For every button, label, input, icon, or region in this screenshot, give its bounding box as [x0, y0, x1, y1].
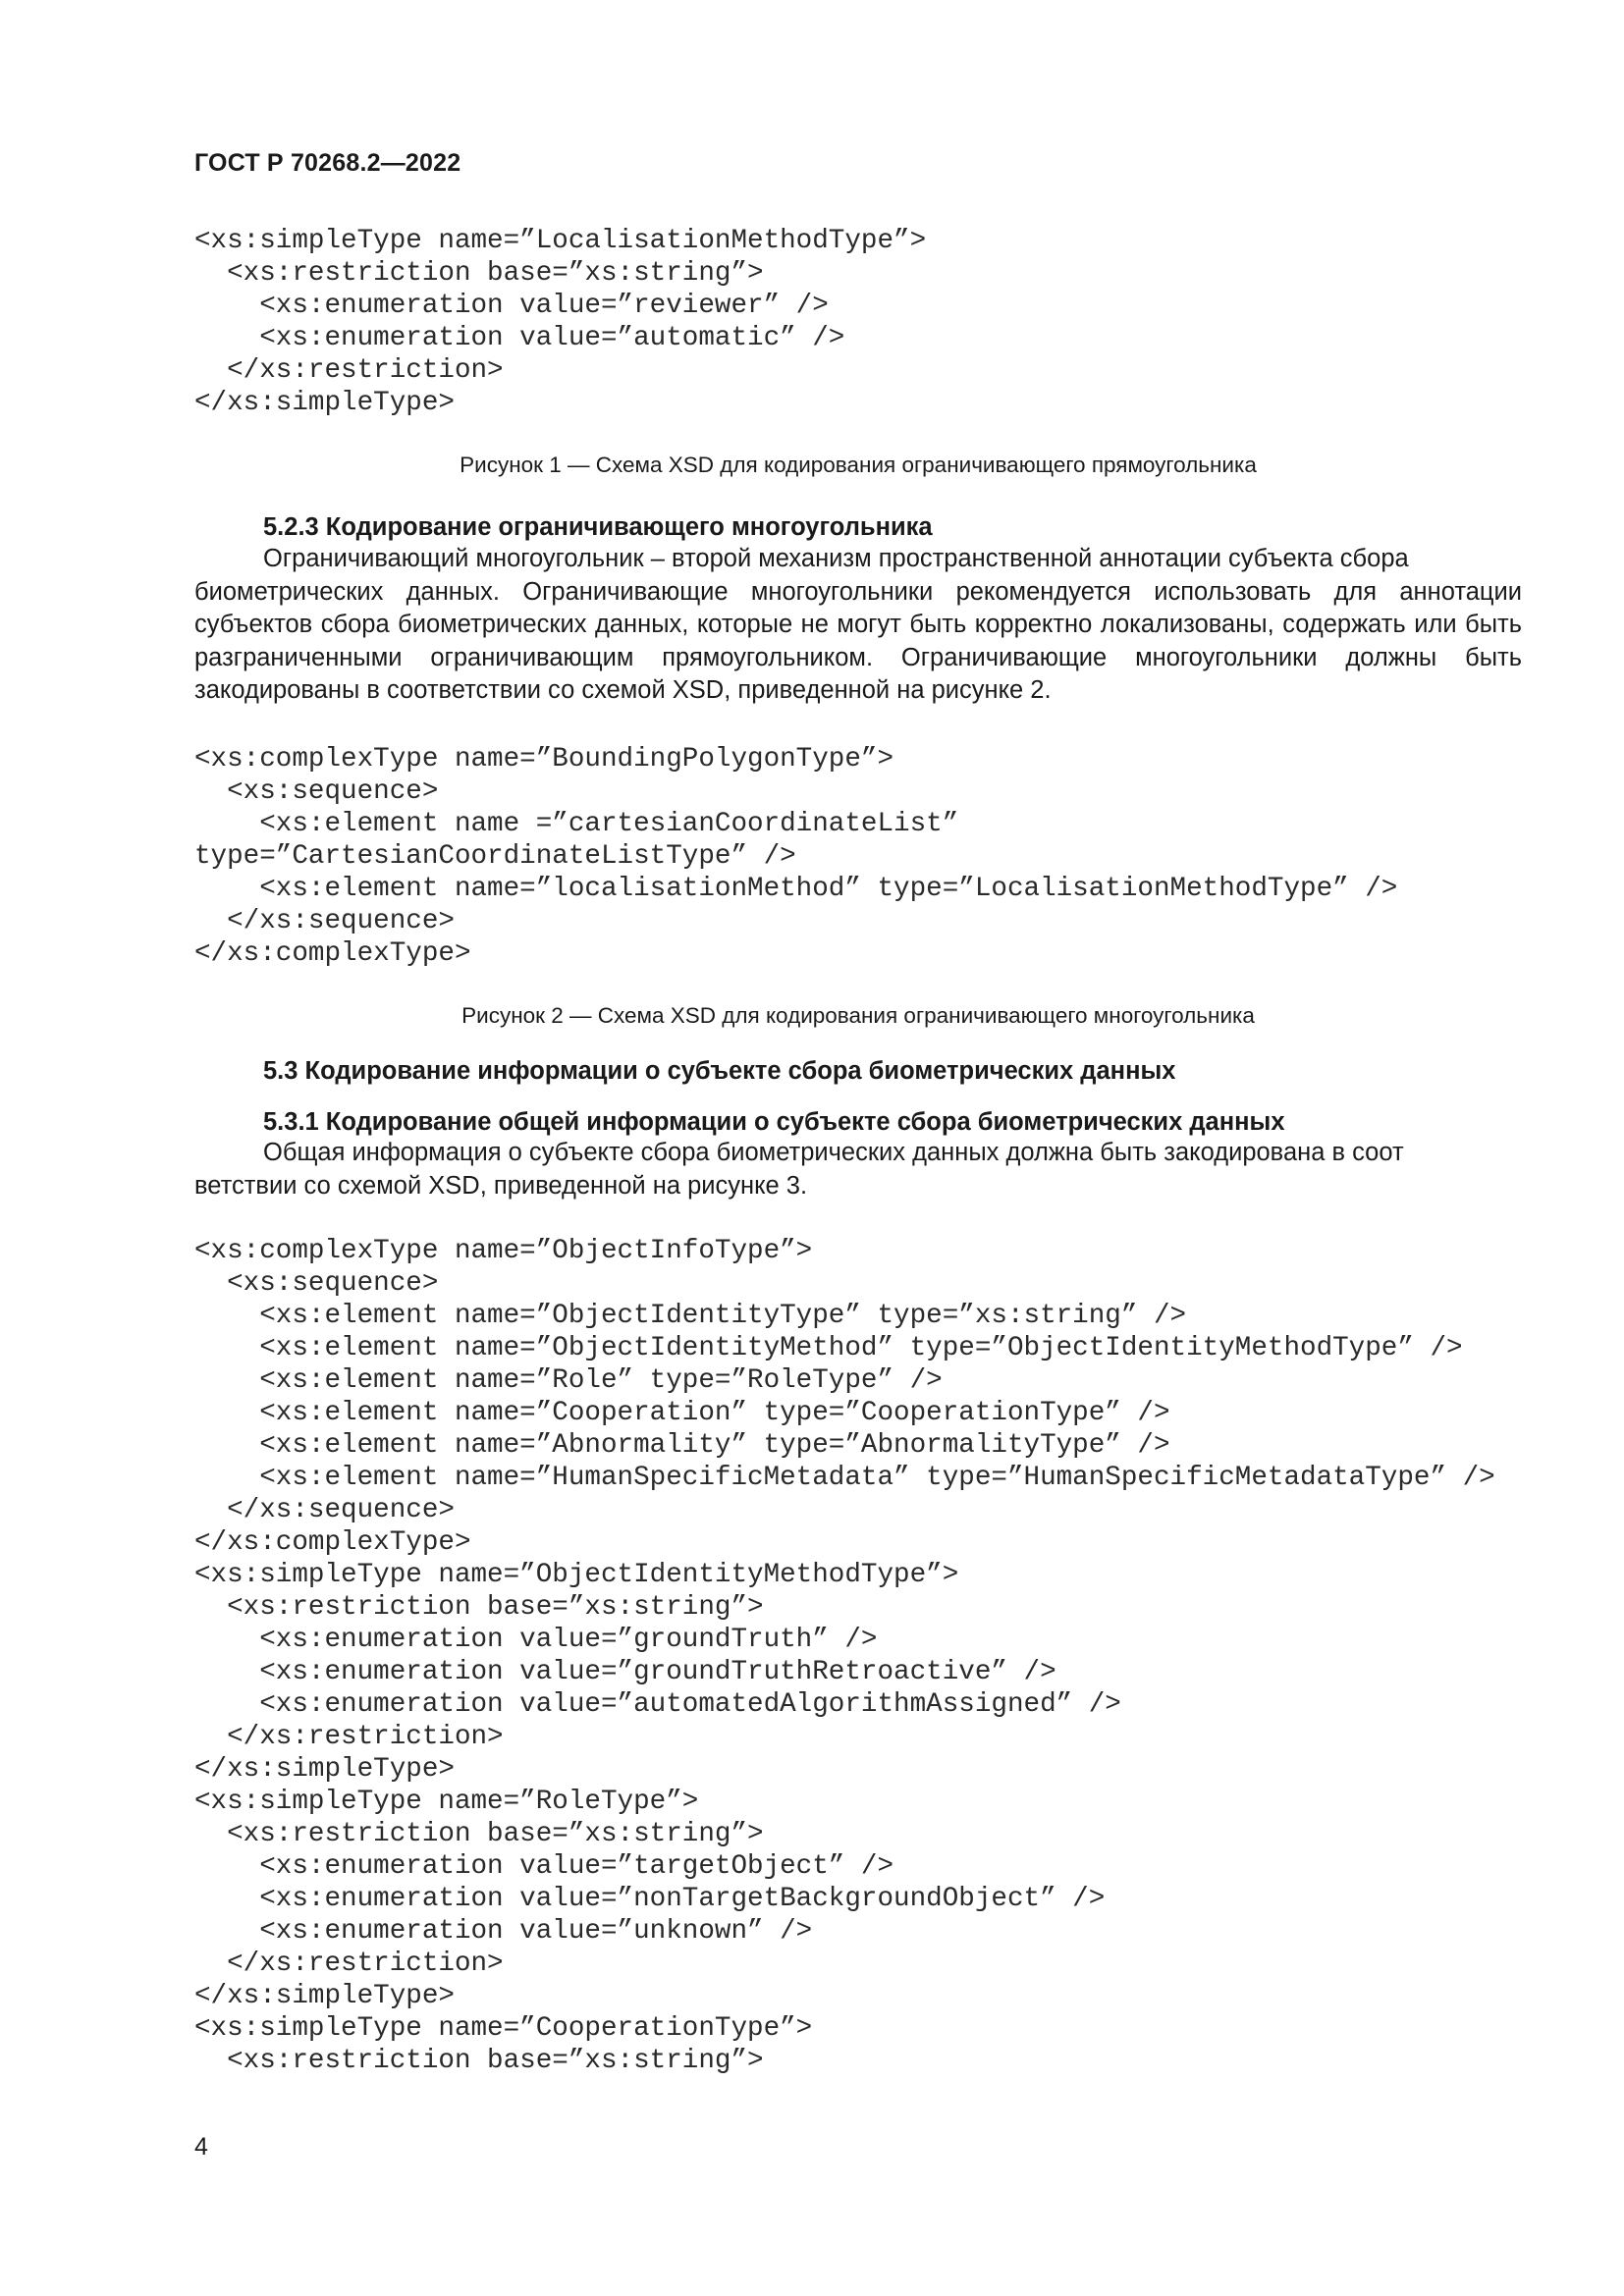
section-5-2-3-paragraph-first-line: Ограничивающий многоугольник – второй механизм пространственной аннотации субъекта сбора: [263, 545, 1409, 572]
document-header: ГОСТ Р 70268.2—2022: [194, 149, 461, 177]
figure-1-caption: Рисунок 1 — Схема XSD для кодирования ограничивающего прямоугольника: [460, 453, 1257, 477]
section-5-3-heading: 5.3 Кодирование информации о субъекте сбора биометрических данных: [263, 1057, 1176, 1085]
section-5-3-1-paragraph-first-line: Общая информация о субъекте сбора биометрических данных должна быть закодирована в соот: [263, 1139, 1404, 1166]
code-block-object-info-type: <xs:complexType name=”ObjectInfoType”> <xs:sequence> <xs:element name=”ObjectIdentityType” type=”xs:string” /> <xs:element name=”ObjectIdentityMethod” type=”ObjectIdentityMethodType” /> <xs:element name=”Role” type=”RoleType” /> <xs:element name=”Cooperation” type=”CooperationType” /> <xs:element name=”Abnormality” type=”AbnormalityType” /> <xs:element name=”HumanSpecificMetadata” type=”HumanSpecificMetadataType” /> </xs:sequence> </xs:complexType> <xs:simpleType name=”ObjectIdentityMethodType”> <xs:restriction base=”xs:string”> <xs:enumeration value=”groundTruth” /> <xs:enumeration value=”groundTruthRetroactive” /> <xs:enumeration value=”automatedAlgorithmAssigned” /> </xs:restriction> </xs:simpleType> <xs:simpleType name=”RoleType”> <xs:restriction base=”xs:string”> <xs:enumeration value=”targetObject” /> <xs:enumeration value=”nonTargetBackgroundObject” /> <xs:enumeration value=”unknown” /> </xs:restriction> </xs:simpleType> <xs:simpleType name=”CooperationType”> <xs:restriction base=”xs:string”>: [194, 1236, 1495, 2076]
code-block-bounding-polygon-type: <xs:complexType name=”BoundingPolygonType”> <xs:sequence> <xs:element name =”cartesianCoordinateList” type=”CartesianCoordinateListType” /> <xs:element name=”localisationMethod” type=”LocalisationMethodType” /> </xs:sequence> </xs:complexType>: [194, 744, 1398, 969]
section-5-2-3-paragraph-rest: биометрических данных. Ограничивающие многоугольники рекомендуется использовать для аннотации субъектов сбора биометрических данных, которые не могут быть корректно локализованы, содержать или быть разграниченными ограничивающим прямоугольником. Ограничивающие многоугольники должны быть закодированы в соответствии со схемой XSD, приведенной на рисунке 2.: [194, 577, 1522, 704]
section-5-3-1-heading: 5.3.1 Кодирование общей информации о субъекте сбора биометрических данных: [263, 1108, 1285, 1136]
section-5-2-3-paragraph: [194, 543, 1522, 708]
section-5-3-1-paragraph: [194, 1137, 1522, 1202]
code-block-localisation-method-type: <xs:simpleType name=”LocalisationMethodType”> <xs:restriction base=”xs:string”> <xs:enumeration value=”reviewer” /> <xs:enumeration value=”automatic” /> </xs:restriction> </xs:simpleType>: [194, 226, 927, 418]
page-number: 4: [194, 2133, 208, 2161]
figure-2-caption: Рисунок 2 — Схема XSD для кодирования ограничивающего многоугольника: [461, 1003, 1255, 1028]
section-5-3-1-paragraph-rest: ветствии со схемой XSD, приведенной на рисунке 3.: [194, 1171, 808, 1200]
section-5-2-3-heading: 5.2.3 Кодирование ограничивающего многоугольника: [263, 513, 933, 541]
